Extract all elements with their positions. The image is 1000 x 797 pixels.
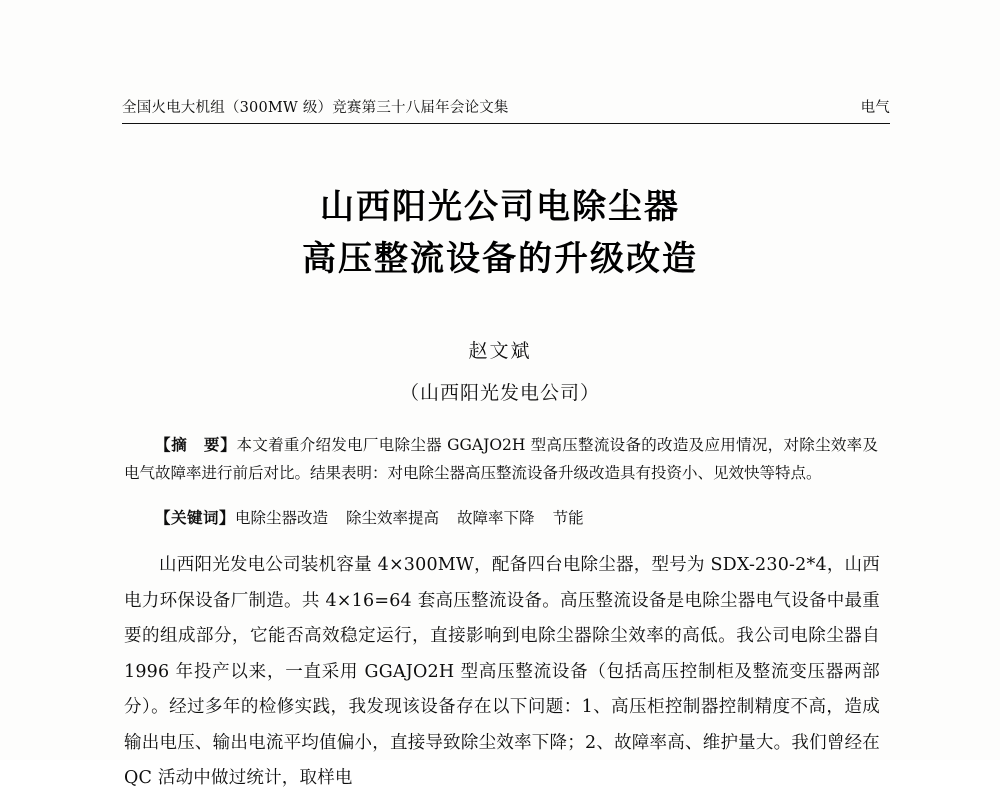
body-text-block: [124, 548, 880, 797]
paper-affiliation: （山西阳光发电公司）: [399, 382, 600, 404]
abstract-text: 本文着重介绍发电厂电除尘器 GGAJO2H 型高压整流设备的改造及应用情况，对除尘效率及电气故障率进行前后对比。结果表明：对电除尘器高压整流设备升级改造具有投资小、见效快等特点。: [124, 436, 878, 482]
keyword-item: 除尘效率提高: [346, 509, 440, 527]
abstract-paragraph: [124, 432, 878, 487]
paper-title: [0, 182, 1000, 285]
abstract-label: 【摘 要】: [155, 436, 237, 454]
abstract-block: [124, 432, 878, 489]
page-header: [122, 96, 890, 124]
keyword-item: 故障率下降: [457, 509, 535, 527]
keyword-item: 节能: [552, 509, 584, 527]
paper-title-line-1: 山西阳光公司电除尘器: [320, 187, 680, 227]
keywords-items: [235, 509, 602, 527]
body-paragraph-1: 山西阳光发电公司装机容量 4×300MW，配备四台电除尘器，型号为 SDX-230-2*4，山西电力环保设备厂制造。共 4×16=64 套高压整流设备。高压整流设备是电除尘器电气设备中最重要的组成部分，它能否高效稳定运行，直接影响到电除尘器除尘效率的高低。我公司电除尘器自 1996 年投产以来，一直采用 GGAJO2H 型高压整流设备（包括高压控制柜及整流变压器两部分）。经过多年的检修实践，我发现该设备存在以下问题：1、高压柜控制器控制精度不高，造成输出电压、输出电流平均值偏小，直接导致除尘效率下降；2、故障率高、维护量大。我们曾经在 QC 活动中做过统计，取样电: [124, 555, 880, 789]
keywords-label: 【关键词】: [155, 509, 236, 527]
header-section-label: 电气: [860, 100, 890, 116]
keyword-item: 电除尘器改造: [235, 509, 329, 527]
paper-author: 赵文斌: [468, 340, 532, 362]
keywords-block: [124, 505, 878, 533]
header-proceedings-title: 全国火电大机组（300MW 级）竞赛第三十八届年会论文集: [122, 100, 509, 116]
paper-title-line-2: 高压整流设备的升级改造: [302, 238, 698, 279]
